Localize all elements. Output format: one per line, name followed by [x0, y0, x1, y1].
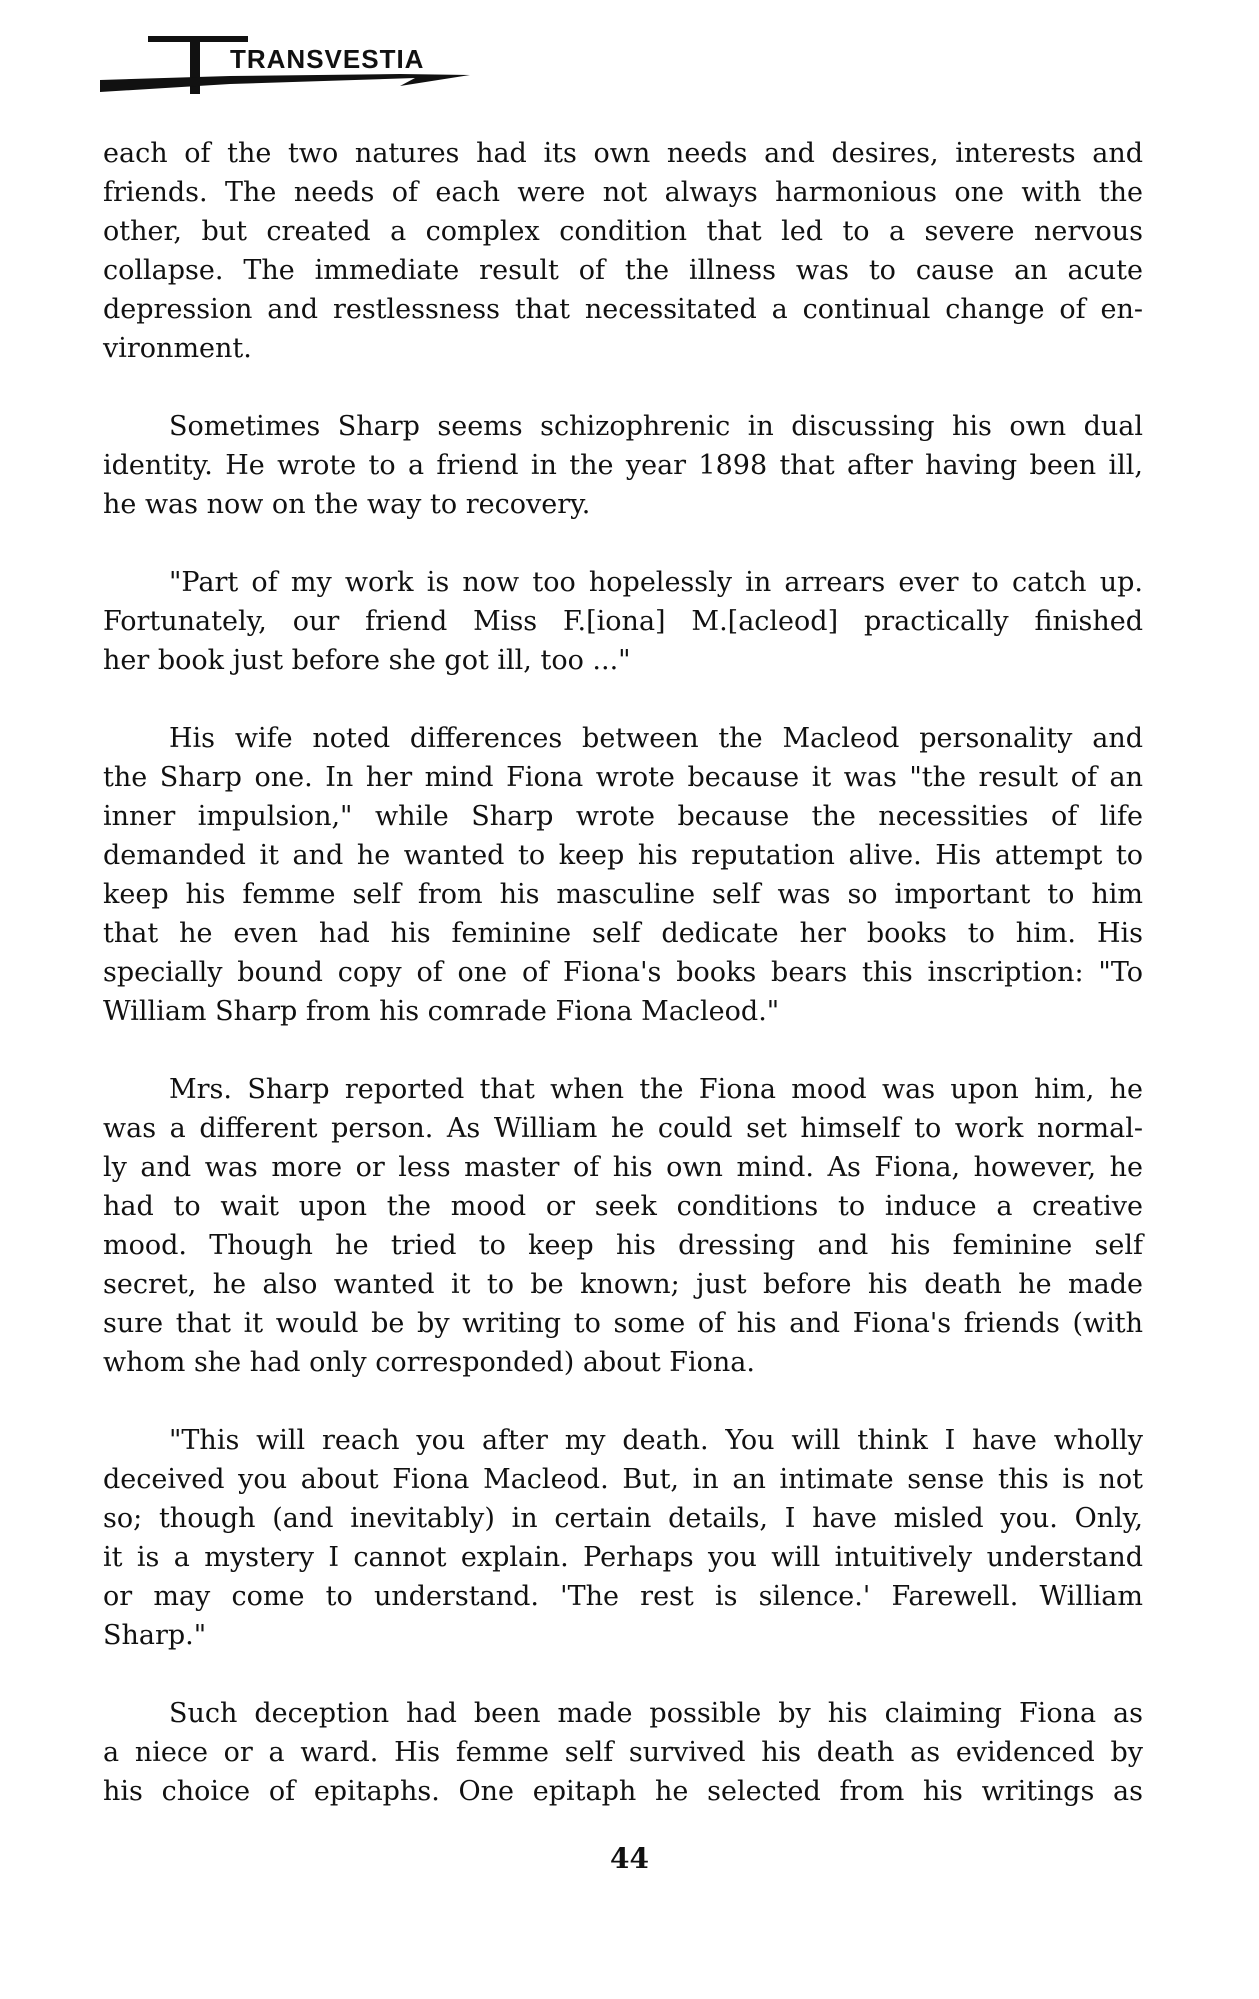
text-line: sure that it would be by writing to some of his and Fiona's friends (with [103, 1308, 1143, 1339]
text-line: His wife noted differences between the Macleod personality and [169, 723, 1143, 754]
text-line: so; though (and inevitably) in certain details, I have misled you. Only, [103, 1503, 1143, 1534]
text-line: had to wait upon the mood or seek conditions to induce a creative [103, 1191, 1143, 1222]
masthead-logo [100, 30, 480, 100]
text-line: other, but created a complex condition that led to a severe nervous [103, 216, 1143, 247]
paragraph [103, 1421, 1143, 1655]
text-line: each of the two natures had its own needs and desires, interests and [103, 138, 1143, 169]
text-line: vironment. [103, 333, 252, 364]
text-line: depression and restlessness that necessitated a continual change of en- [103, 294, 1143, 325]
text-line: keep his femme self from his masculine self was so important to him [103, 879, 1143, 910]
text-line: deceived you about Fiona Macleod. But, in an intimate sense this is not [103, 1464, 1143, 1495]
paragraph [103, 1694, 1143, 1811]
text-line: was a different person. As William he could set himself to work normal- [103, 1113, 1143, 1144]
text-line: friends. The needs of each were not always harmonious one with the [103, 177, 1143, 208]
text-line: ly and was more or less master of his own mind. As Fiona, however, he [103, 1152, 1143, 1183]
text-line: Sometimes Sharp seems schizophrenic in discussing his own dual [169, 411, 1143, 442]
article-body [103, 134, 1143, 1850]
text-line: mood. Though he tried to keep his dressing and his feminine self [103, 1230, 1143, 1261]
text-line: identity. He wrote to a friend in the year 1898 that after having been ill, [103, 450, 1143, 481]
text-line: specially bound copy of one of Fiona's books bears this inscription: "To [103, 957, 1143, 988]
text-line: inner impulsion," while Sharp wrote because the necessities of life [103, 801, 1143, 832]
paragraph [103, 1070, 1143, 1382]
text-line: Mrs. Sharp reported that when the Fiona mood was upon him, he [169, 1074, 1143, 1105]
text-line: he was now on the way to recovery. [103, 489, 591, 520]
text-line: Such deception had been made possible by his claiming Fiona as [169, 1698, 1143, 1729]
paragraph [103, 563, 1143, 680]
text-line: her book just before she got ill, too ..." [103, 645, 631, 676]
page-number: 44 [610, 1842, 649, 1875]
text-line: secret, he also wanted it to be known; just before his death he made [103, 1269, 1143, 1300]
text-line: William Sharp from his comrade Fiona Macleod." [103, 996, 780, 1027]
paragraph [103, 134, 1143, 368]
text-line: the Sharp one. In her mind Fiona wrote because it was "the result of an [103, 762, 1143, 793]
text-line: it is a mystery I cannot explain. Perhaps you will intuitively understand [103, 1542, 1143, 1573]
text-line: Fortunately, our friend Miss F.[iona] M.[acleod] practically finished [103, 606, 1143, 637]
text-line: demanded it and he wanted to keep his reputation alive. His attempt to [103, 840, 1143, 871]
masthead-title: TRANSVESTIA [230, 44, 425, 74]
text-line: collapse. The immediate result of the illness was to cause an acute [103, 255, 1143, 286]
text-line: his choice of epitaphs. One epitaph he selected from his writings as [103, 1776, 1143, 1807]
text-line: Sharp." [103, 1620, 207, 1651]
text-line: or may come to understand. 'The rest is silence.' Farewell. William [103, 1581, 1143, 1612]
text-line: that he even had his feminine self dedicate her books to him. His [103, 918, 1143, 949]
text-line: whom she had only corresponded) about Fiona. [103, 1347, 755, 1378]
paragraph [103, 719, 1143, 1031]
text-line: "This will reach you after my death. You will think I have wholly [169, 1425, 1143, 1456]
paragraph [103, 407, 1143, 524]
text-line: a niece or a ward. His femme self survived his death as evidenced by [103, 1737, 1143, 1768]
text-line: "Part of my work is now too hopelessly in arrears ever to catch up. [169, 567, 1143, 598]
